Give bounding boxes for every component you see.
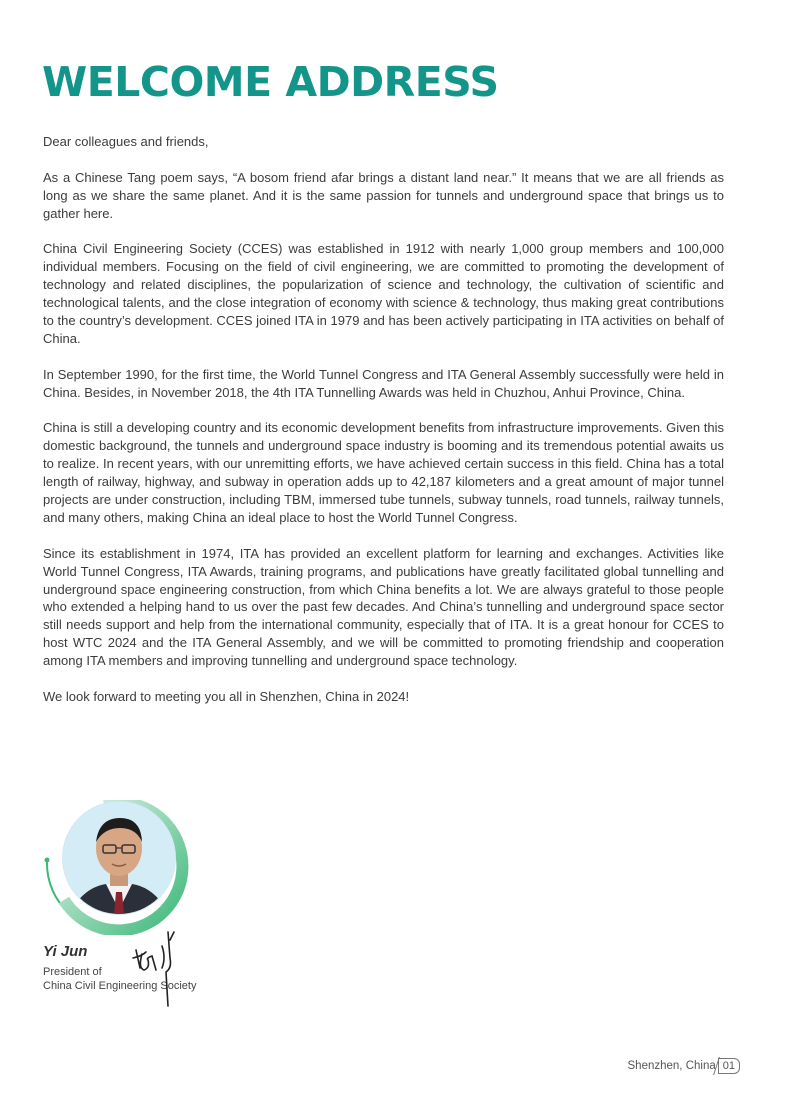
footer-location: Shenzhen, China [627,1060,716,1072]
paragraph: Since its establishment in 1974, ITA has provided an excellent platform for learning and exchanges. Activities like World Tunnel Congress, ITA Awards, training programs, and publications have greatly facilitated global tunnelling and underground space engineering construction, from which China benefits a lot. We are always grateful to those people who extended a helping hand to us over the past few decades. And China’s tunnelling and underground space sector still needs support and help from the international community, especially that of ITA. It is a great honour for CCES to host WTC 2024 and the ITA General Assembly, and we will be committed to promoting friendship and cooperation among ITA members and improving tunnelling and underground space technology. [43,545,724,669]
paragraph: In September 1990, for the first time, the World Tunnel Congress and ITA General Assembly successfully were held in China. Besides, in November 2018, the 4th ITA Tunnelling Awards was held in Chuzhou, Anhui Province, China. [43,366,724,400]
paragraph: As a Chinese Tang poem says, “A bosom friend afar brings a distant land near.” It means that we are all friends as long as we share the same planet. And it is the same passion for tunnels and underground space that brings us to gather here. [43,169,724,221]
paragraph: China Civil Engineering Society (CCES) was established in 1912 with nearly 1,000 group members and 100,000 individual members. Focusing on the field of civil engineering, we are committed to promoting the development of technology and related disciplines, the popularization of science and technology, the cultivation of scientific and technological talents, and the close integration of economy with science & technology, thus making great contributions to the country’s development. CCES joined ITA in 1979 and has been actively participating in ITA activities on behalf of China. [43,241,724,346]
page-footer [628,1058,740,1074]
greeting: Dear colleagues and friends, [43,134,209,149]
page-number: 01 [718,1058,740,1074]
signatory-role: President of China Civil Engineering Society [43,966,197,992]
portrait-photo [44,800,194,935]
paragraph: China is still a developing country and its economic development benefits from infrastructure improvements. Given this domestic background, the tunnels and underground space industry is booming and its tremendous potential awaits us to realize. In recent years, with our unremitting efforts, we have achieved certain success in this field. China has a total length of railway, highway, and subway in operation adds up to 42,187 kilometers and a great amount of major tunnel projects are under construction, including TBM, immersed tube tunnels, subway tunnels, road tunnels, railway tunnels, and many others, making China an ideal place to host the World Tunnel Congress. [43,420,724,525]
closing-line: We look forward to meeting you all in Shenzhen, China in 2024! [43,689,410,704]
signatory-name: Yi Jun [43,943,88,960]
letter-body [43,133,724,724]
page-title: WELCOME ADDRESS [42,58,499,106]
handwritten-signature [128,928,188,1008]
